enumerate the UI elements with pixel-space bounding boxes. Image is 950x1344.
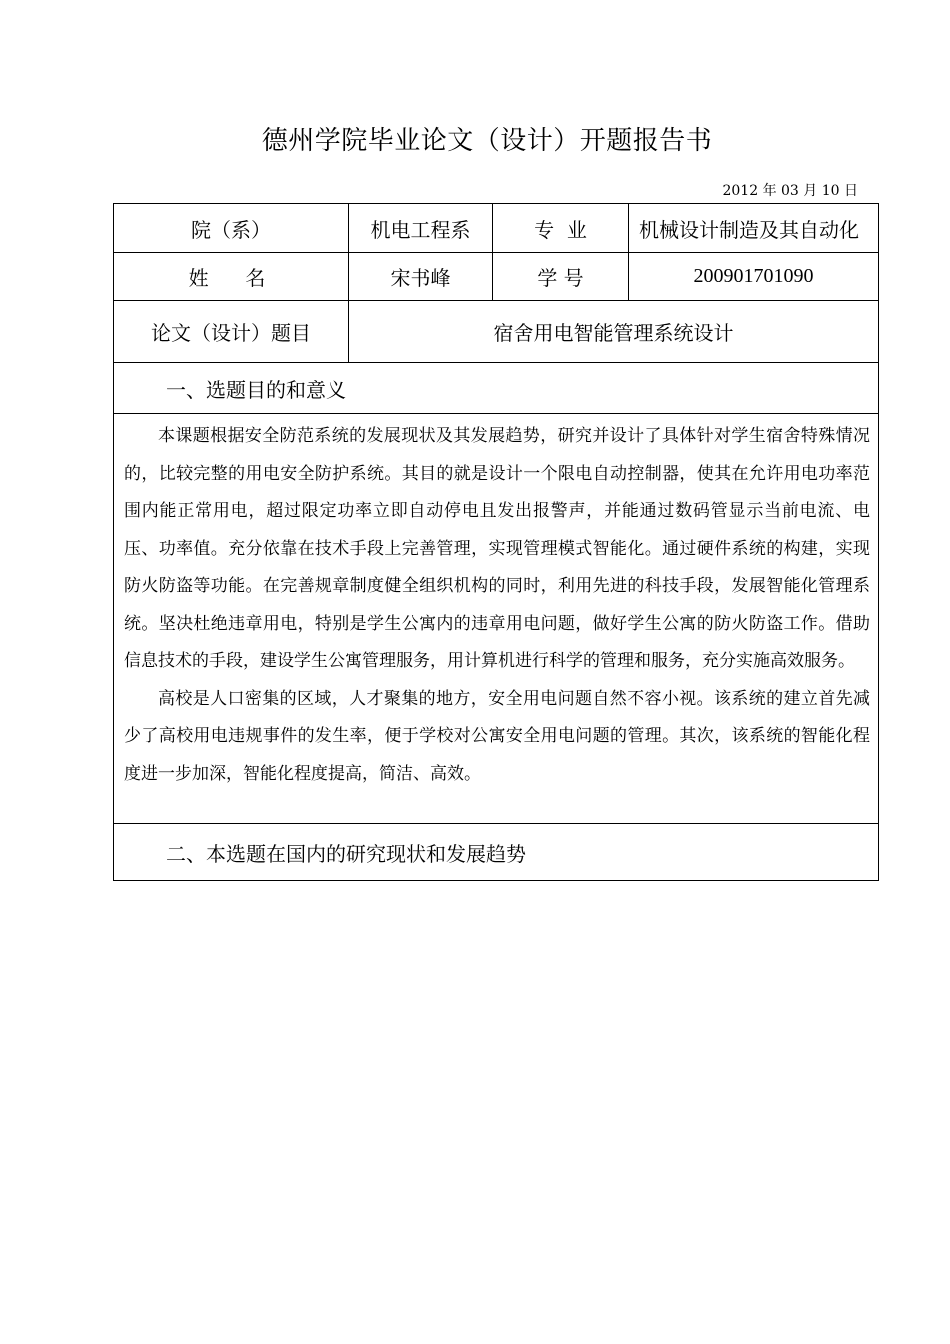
- name-label-text: 姓 名: [188, 266, 274, 290]
- name-value: 宋书峰: [349, 253, 493, 301]
- name-row: [114, 253, 879, 301]
- section-1-paragraph-2: 高校是人口密集的区域，人才聚集的地方，安全用电问题自然不容小视。该系统的建立首先减少了高校用电违规事件的发生率，便于学校对公寓安全用电问题的管理。其次，该系统的智能化程度进一步加深，智能化程度提高，简洁、高效。: [124, 688, 870, 784]
- section-2-heading: 二、本选题在国内的研究现状和发展趋势: [114, 824, 879, 881]
- section-1-heading-row: [114, 363, 879, 414]
- report-form-table: [113, 203, 879, 881]
- major-label: 专 业: [493, 204, 629, 253]
- student-id-label: 学 号: [493, 253, 629, 301]
- section-1-heading: 一、选题目的和意义: [114, 363, 879, 414]
- topic-value: 宿舍用电智能管理系统设计: [349, 301, 879, 363]
- dept-row: [114, 204, 879, 253]
- student-id-value: 200901701090: [629, 253, 879, 301]
- major-value: 机械设计制造及其自动化: [629, 204, 879, 253]
- section-1-body-row: [114, 414, 879, 824]
- topic-row: [114, 301, 879, 363]
- section-1-body: [114, 414, 879, 824]
- document-title: 德州学院毕业论文（设计）开题报告书: [261, 126, 713, 156]
- report-date: 2012 年 03 月 10 日: [722, 183, 858, 199]
- section-2-heading-row: [114, 824, 879, 881]
- topic-label: 论文（设计）题目: [114, 301, 349, 363]
- dept-label: 院（系）: [114, 204, 349, 253]
- dept-value: 机电工程系: [349, 204, 493, 253]
- section-1-paragraph-1: 本课题根据安全防范系统的发展现状及其发展趋势，研究并设计了具体针对学生宿舍特殊情况的，比较完整的用电安全防护系统。其目的就是设计一个限电自动控制器，使其在允许用电功率范围内能正常用电，超过限定功率立即自动停电且发出报警声，并能通过数码管显示当前电流、电压、功率值。充分依靠在技术手段上完善管理，实现管理模式智能化。通过硬件系统的构建，实现防火防盗等功能。在完善规章制度健全组织机构的同时，利用先进的科技手段，发展智能化管理系统。坚决杜绝违章用电，特别是学生公寓内的违章用电问题，做好学生公寓的防火防盗工作。借助信息技术的手段，建设学生公寓管理服务，用计算机进行科学的管理和服务，充分实施高效服务。: [124, 426, 870, 671]
- name-label: [114, 253, 349, 301]
